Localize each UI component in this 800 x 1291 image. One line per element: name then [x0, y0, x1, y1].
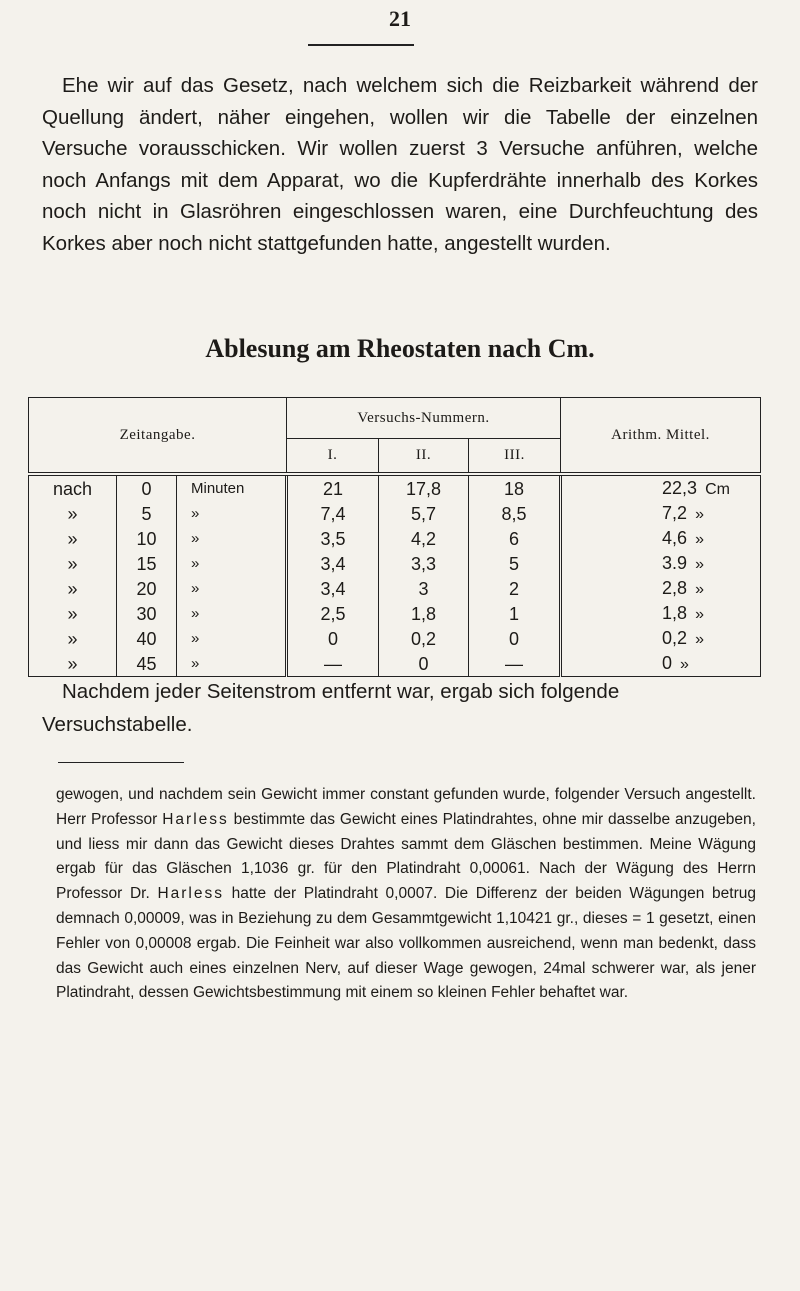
footnote	[56, 783, 756, 1006]
cell-trial-1: 21	[287, 474, 379, 501]
mean-value: 3.9	[662, 552, 688, 573]
table-heading: Ablesung am Rheostaten nach Cm.	[205, 334, 595, 363]
mean-value: 22,3	[662, 477, 698, 498]
cell-mean	[561, 576, 761, 601]
mean-value: 2,8	[662, 577, 688, 598]
cell-unit: »	[177, 651, 287, 677]
cell-prefix: »	[29, 601, 117, 626]
cell-time: 30	[117, 601, 177, 626]
mean-unit: »	[695, 530, 704, 548]
cell-unit: »	[177, 601, 287, 626]
footnote-text-1: gewogen, und nachdem sein Gewicht immer constant gefunden wurde, folgender Versuch angestellt. Herr Professor	[56, 786, 756, 828]
cell-trial-2: 5,7	[379, 501, 469, 526]
mean-unit: »	[695, 505, 704, 523]
cell-trial-2: 17,8	[379, 474, 469, 501]
header-trial-1: I.	[287, 439, 379, 475]
cell-mean	[561, 551, 761, 576]
cell-mean	[561, 501, 761, 526]
header-time: Zeitangabe.	[29, 398, 287, 475]
cell-time: 10	[117, 526, 177, 551]
cell-time: 15	[117, 551, 177, 576]
mean-unit: »	[695, 580, 704, 598]
cell-prefix: »	[29, 626, 117, 651]
mean-unit: »	[695, 555, 704, 573]
cell-unit: »	[177, 526, 287, 551]
table-row	[29, 501, 761, 526]
cell-trial-1: 0	[287, 626, 379, 651]
cell-time: 40	[117, 626, 177, 651]
cell-unit: »	[177, 576, 287, 601]
cell-trial-2: 3	[379, 576, 469, 601]
footnote-rule	[58, 762, 184, 763]
cell-trial-2: 1,8	[379, 601, 469, 626]
cell-time: 45	[117, 651, 177, 677]
cell-trial-2: 3,3	[379, 551, 469, 576]
intro-paragraph: Ehe wir auf das Gesetz, nach welchem sich die Reizbarkeit während der Quellung ändert, näher eingehen, wollen wir die Tabelle der einzelnen Versuche vorausschicken. Wir wollen zuerst 3 Versuche anführen, welche noch Anfangs mit dem Apparat, wo die Kupferdrähte innerhalb des Korkes noch nicht in Glasröhren eingeschlossen waren, eine Durchfeuchtung des Korkes aber noch nicht stattgefunden hatte, angestellt wurden.	[42, 74, 758, 255]
cell-prefix: nach	[29, 474, 117, 501]
mean-unit: »	[695, 605, 704, 623]
cell-trial-3: 5	[469, 551, 561, 576]
table-row	[29, 626, 761, 651]
page-number: 21	[389, 6, 411, 31]
cell-trial-3: 6	[469, 526, 561, 551]
cell-mean	[561, 526, 761, 551]
cell-trial-1: 2,5	[287, 601, 379, 626]
cell-trial-3: 2	[469, 576, 561, 601]
header-trial-2: II.	[379, 439, 469, 475]
cell-prefix: »	[29, 576, 117, 601]
table-row	[29, 651, 761, 677]
cell-trial-3: 0	[469, 626, 561, 651]
cell-trial-3: 18	[469, 474, 561, 501]
cell-mean	[561, 601, 761, 626]
mean-unit: »	[695, 630, 704, 648]
mean-value: 0,2	[662, 627, 688, 648]
footnote-text-3: hatte der Platindraht 0,0007. Die Differenz der beiden Wägungen betrug demnach 0,00009, was in Beziehung zu dem Gesammtgewicht 1,10421 gr., dieses = 1 gesetzt, einen Fehler von 0,00008 ergab. Die Feinheit war also vollkommen ausreichend, wenn man bedenkt, dass das Gewicht auch eines einzelnen Nerv, auf dieser Wage gewogen, 24mal schwerer war, als jener Platindraht, dessen Gewichtsbestimmung mit einem so kleinen Fehler behaftet war.	[56, 885, 756, 1002]
table-body	[29, 474, 761, 677]
cell-mean	[561, 651, 761, 677]
mean-value: 0	[662, 652, 673, 673]
cell-trial-2: 4,2	[379, 526, 469, 551]
reading-table	[28, 397, 761, 677]
table-row	[29, 601, 761, 626]
reading-table-container	[28, 397, 760, 677]
cell-prefix: »	[29, 551, 117, 576]
mean-unit: Cm	[705, 480, 730, 498]
mean-unit: »	[680, 655, 689, 673]
cell-trial-3: 8,5	[469, 501, 561, 526]
cell-time: 0	[117, 474, 177, 501]
cell-time: 5	[117, 501, 177, 526]
table-row	[29, 576, 761, 601]
cell-trial-1: 7,4	[287, 501, 379, 526]
footnote-text-2: bestimmte das Gewicht eines Platindrahtes, ohne mir dasselbe anzugeben, und liess mir dann das Gewicht dieses Drahtes sammt dem Gläschen bestimmen. Meine Wägung ergab für das Gläschen 1,1036 gr. für den Platindraht 0,00061. Nach der Wägung des Herrn Professor Dr.	[56, 810, 756, 903]
top-rule	[308, 44, 414, 46]
cell-prefix: »	[29, 526, 117, 551]
cell-trial-2: 0,2	[379, 626, 469, 651]
cell-trial-1: —	[287, 651, 379, 677]
header-trials: Versuchs-Nummern.	[287, 398, 561, 439]
cell-mean	[561, 626, 761, 651]
cell-trial-1: 3,5	[287, 526, 379, 551]
cell-unit: »	[177, 551, 287, 576]
cell-mean	[561, 474, 761, 501]
cell-trial-1: 3,4	[287, 576, 379, 601]
cell-trial-1: 3,4	[287, 551, 379, 576]
footnote-name-1: Harless	[162, 810, 229, 828]
header-trial-3: III.	[469, 439, 561, 475]
cell-unit: »	[177, 501, 287, 526]
footnote-name-2: Harless	[157, 885, 224, 903]
cell-time: 20	[117, 576, 177, 601]
cell-unit: Minuten	[177, 474, 287, 501]
after-paragraph: Nachdem jeder Seitenstrom entfernt war, ergab sich folgende Versuchstabelle.	[42, 680, 620, 736]
cell-prefix: »	[29, 501, 117, 526]
cell-unit: »	[177, 626, 287, 651]
cell-trial-3: —	[469, 651, 561, 677]
mean-value: 1,8	[662, 602, 688, 623]
header-mean: Arithm. Mittel.	[561, 398, 761, 475]
cell-prefix: »	[29, 651, 117, 677]
mean-value: 4,6	[662, 527, 688, 548]
cell-trial-3: 1	[469, 601, 561, 626]
mean-value: 7,2	[662, 502, 688, 523]
cell-trial-2: 0	[379, 651, 469, 677]
table-row	[29, 526, 761, 551]
table-row	[29, 551, 761, 576]
table-row	[29, 474, 761, 501]
